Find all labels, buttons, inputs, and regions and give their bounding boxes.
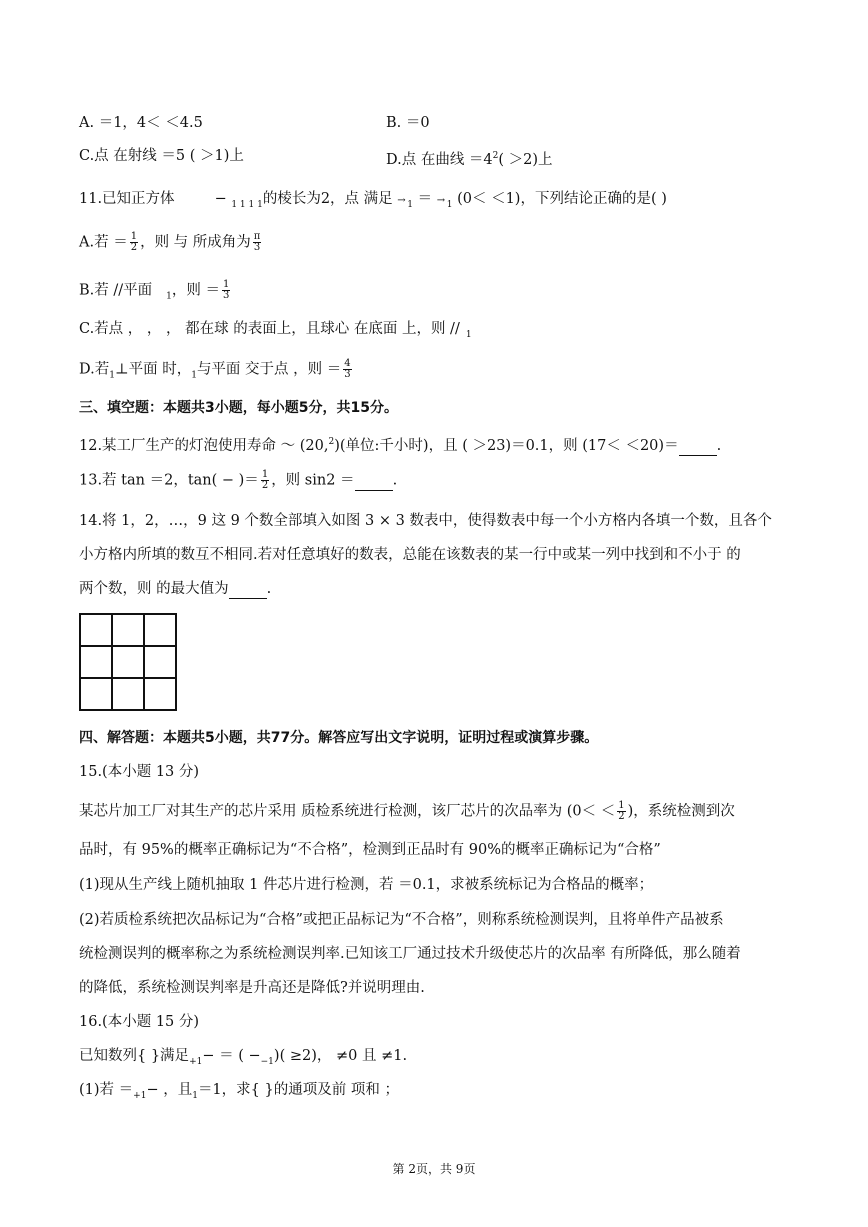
section-heading-answer: 四、解答题：本题共5小题，共77分。解答应写出文字说明，证明过程或演算步骤。 (79, 730, 599, 746)
grid-cell (80, 646, 112, 678)
answer-blank (355, 476, 393, 491)
q16-part-1: (1)若 $=_{+1}-$ ，且$_1$＝1，求{ }的通项及前 项和 ； (79, 1082, 399, 1101)
q15-part-1: (1)现从生产线上随机抽取 1 件芯片进行检测，若 ＝0.1，求被系统标记为合格品的概率； (79, 877, 654, 893)
fraction: $\frac{1}{2}$ (261, 469, 269, 491)
grid-cell (144, 646, 176, 678)
grid-cell (80, 678, 112, 710)
q11-stem: 11.已知正方体 − $_{1 1 1 1}$的棱长为2，点 满足 $_1$ ＝ $_1$ (0＜ ＜1)，下列结论正确的是( ) (79, 191, 667, 210)
grid-cell (144, 678, 176, 710)
q10-option-c: C.点 在射线 ＝5 ( ＞1)上 (79, 148, 244, 164)
q16-heading: 16.(本小题 15 分) (79, 1014, 200, 1030)
q16-stem: 已知数列{ }满足$_{+1}$− ＝ ( $-_{-1})( \ge 2)$， ≠0 且 ≠1. (79, 1048, 408, 1067)
grid-cell (112, 646, 144, 678)
grid-cell (112, 614, 144, 646)
q14-line-3: 两个数，则 的最大值为 . (79, 581, 272, 597)
q14-line-1: 14.将 1，2，…，9 这 9 个数全部填入如图 3 × 3 数表中，使得数表中每一个小方格内各填一个数，且各个 (79, 513, 772, 529)
q10-option-b: B. ＝0 (386, 115, 430, 131)
fraction: $\frac{1}{2}$ (130, 231, 138, 253)
fraction: $\frac{1}{2}$ (618, 800, 625, 822)
q15-part-2-line-2: 统检测误判的概率称之为系统检测误判率.已知该工厂通过技术升级使芯片的次品率 有所降低，那么随着 (79, 946, 741, 962)
fraction: $\frac{4}{3}$ (344, 358, 351, 380)
q11-option-c: C.若点 ， ， ， 都在球 的表面上，且球心 在底面 上，则 // $_1$ (79, 321, 472, 340)
q13-text: 13.若 tan ＝2，tan( − )＝ $\frac{1}{2}$ ，则 sin2 ＝ . (79, 469, 398, 491)
grid-cell (112, 678, 144, 710)
answer-blank (679, 441, 717, 456)
q15-part-2-line-3: 的降低，系统检测误判率是升高还是降低?并说明理由. (79, 980, 425, 996)
q10-option-a: A. ＝1，4＜ ＜4.5 (79, 115, 203, 131)
q12-text: 12.某工厂生产的灯泡使用寿命 ～ (20,$^2$)(单位:千小时)，且 ( ＞23)＝0.1，则 (17＜ ＜20)＝ . (79, 437, 722, 454)
q10-option-d: D.点 在曲线 $=4^2( >2)$上 (386, 151, 553, 168)
3x3-number-grid (79, 613, 177, 711)
q15-part-2-line-1: (2)若质检系统把次品标记为“合格”或把正品标记为“不合格”，则称系统检测误判，且将单件产品被系 (79, 912, 724, 928)
answer-blank (229, 584, 267, 599)
grid-cell (80, 614, 112, 646)
page-footer: 第 2页，共 9页 (392, 1162, 476, 1176)
section-heading-fill-in: 三、填空题：本题共3小题，每小题5分，共15分。 (79, 400, 398, 416)
q15-line-1: 某芯片加工厂对其生产的芯片采用 质检系统进行检测，该厂芯片的次品率为 (0＜ ＜ $\frac{1}{2}$ )，系统检测到次 (79, 800, 735, 822)
fraction: $\frac{1}{3}$ (223, 279, 230, 301)
grid-cell (144, 614, 176, 646)
q11-option-b: B.若 //平面 $_1$，则 ＝ $\frac{1}{3}$ (79, 279, 230, 302)
q11-option-a: A.若 ＝ $\frac{1}{2}$ ，则 与 所成角为 $\frac{\pi}{3}$ (79, 231, 261, 253)
q15-line-2: 品时，有 95%的概率正确标记为“不合格”，检测到正品时有 90%的概率正确标记为“合格” (79, 842, 661, 858)
q11-option-d: D.若$_1$⊥平面 时，$_1$与平面 交于点 ，则 ＝ $\frac{4}{3}$ (79, 358, 351, 381)
fraction: $\frac{\pi}{3}$ (253, 231, 261, 253)
q15-heading: 15.(本小题 13 分) (79, 764, 200, 780)
q14-line-2: 小方格内所填的数互不相同.若对任意填好的数表，总能在该数表的某一行中或某一列中找到和不小于 的 (79, 547, 741, 563)
